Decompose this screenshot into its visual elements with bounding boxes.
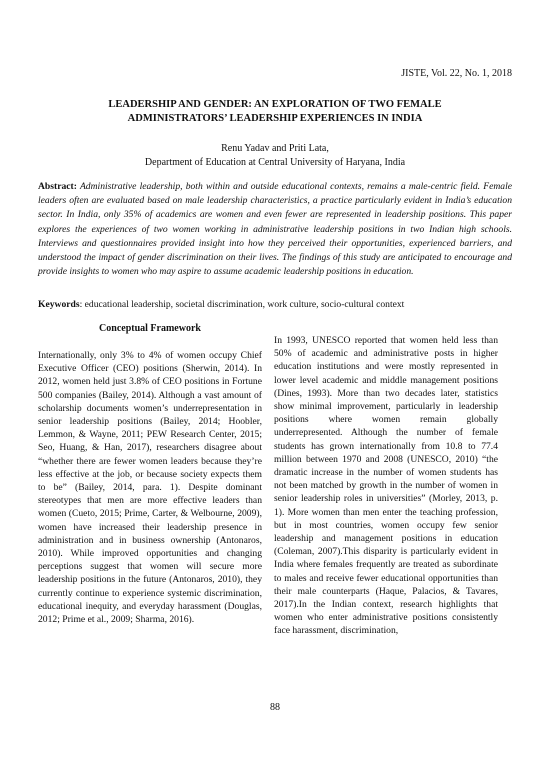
right-column xyxy=(274,334,498,638)
title-line-1: LEADERSHIP AND GENDER: AN EXPLORATION OF TWO FEMALE xyxy=(108,99,442,110)
author-names: Renu Yadav and Priti Lata, xyxy=(221,143,329,154)
keywords-text: : educational leadership, societal discrimination, work culture, socio-cultural context xyxy=(79,299,405,310)
abstract-label: Abstract: xyxy=(38,181,77,192)
right-paragraph: In 1993, UNESCO reported that women held less than 50% of academic and administrative posts in higher education institutions and were mostly represented in lower level academic and middle management positions (Dines, 1993). More than two decades later, statistics show minimal improvement, particularly in leadership positions where women remain globally underrepresented. Although the number of female students has grown internationally from 10.8 to 77.4 million between 1970 and 2008 (UNESCO, 2010) “the dramatic increase in the number of women students has not been matched by growth in the number of women in senior leadership roles in universities” (Morley, 2013, p. 1). More women than men enter the teaching profession, but in most countries, women occupy few senior leadership and management positions in education (Coleman, 2007).This disparity is particularly evident in India where females frequently are treated as subordinate to males and receive fewer educational opportunities than their male counterparts (Haque, Palacios, & Tavares, 2017).In the Indian context, research highlights that women who enter administrative positions consistently face harassment, discrimination, xyxy=(274,335,498,637)
keywords-label: Keywords xyxy=(38,299,80,310)
abstract-text: Administrative leadership, both within and outside educational contexts, remains a male-centric field. Female leaders often are evaluated based on male leadership characteristics, a practice particularly evident in India’s education sector. In India, only 35% of academics are women and even fewer are represented in leadership positions. This paper explores the experiences of two women working in administrative leadership positions in two Indian high schools. Interviews and questionnaires provided insight into how they perceived their opportunities, experienced barriers, and understood the impact of gender discrimination on their lives. The findings of this study are anticipated to encourage and provide insights to women who may aspire to assume academic leadership positions in education. xyxy=(38,181,512,278)
page-number: 88 xyxy=(270,702,280,713)
title-line-2: ADMINISTRATORS’ LEADERSHIP EXPERIENCES IN INDIA xyxy=(127,113,423,124)
abstract xyxy=(38,180,512,279)
left-column xyxy=(38,322,262,626)
author-affiliation: Department of Education at Central University of Haryana, India xyxy=(144,157,406,168)
keywords xyxy=(38,298,512,311)
paper-title xyxy=(60,98,490,126)
left-paragraph: Internationally, only 3% to 4% of women occupy Chief Executive Officer (CEO) positions (Sherwin, 2014). In 2012, women held just 3.8% of CEO positions in Fortune 500 companies (Bailey, 2014). Although a vast amount of scholarship documents women’s underrepresentation in senior leadership positions (Bailey, 2014; Hoobler, Lemmon, & Wayne, 2011; PEW Research Center, 2015; Seo, Huang, & Han, 2017), researchers disagree about “whether there are fewer women leaders because they’re less effective at the job, or because society expects them to be” (Bailey, 2014, para. 1). Despite dominant stereotypes that men are more effective leaders than women (Cueto, 2015; Prime, Carter, & Welbourne, 2009), women have increased their leadership presence in administration and in business ownership (Antonaros, 2010). While improved opportunities and changing perceptions suggest that women will secure more leadership positions in the future (Antonaros, 2010), they currently continue to experience systemic discrimination, educational inequity, and everyday harassment (Douglas, 2012; Prime et al., 2009; Sharma, 2016). xyxy=(38,350,262,626)
running-head: JISTE, Vol. 22, No. 1, 2018 xyxy=(401,68,512,79)
author-block xyxy=(40,142,510,170)
section-heading: Conceptual Framework xyxy=(99,323,201,334)
